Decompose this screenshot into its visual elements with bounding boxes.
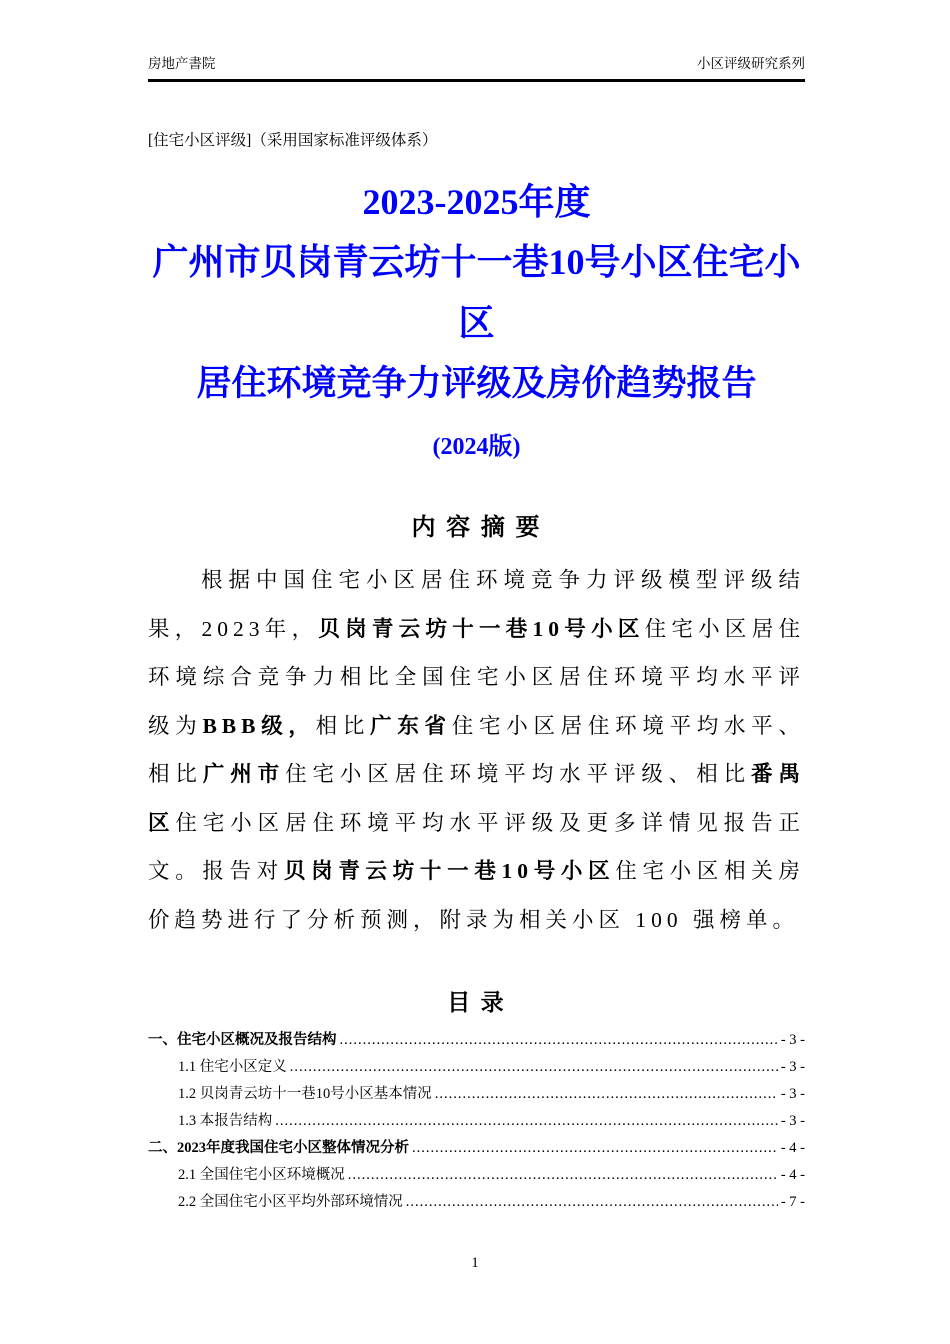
toc-page-number: - 3 - (780, 1086, 805, 1103)
toc-dot-leader (348, 1162, 778, 1189)
abstract-segment: 贝岗青云坊十一巷10号小区 (318, 616, 645, 641)
abstract-segment: 住宅小区居住环境平均水平评级、相比 (285, 762, 752, 787)
toc-item-label: 二、2023年度我国住宅小区整体情况分析 (148, 1140, 409, 1157)
toc-item-label: 2.1 全国住宅小区环境概况 (178, 1167, 345, 1184)
header-left-text: 房地产書院 (148, 56, 216, 71)
toc-item-label: 1.3 本报告结构 (178, 1113, 273, 1130)
toc-page-number: - 3 - (780, 1032, 805, 1049)
toc-heading: 目 录 (447, 989, 506, 1016)
abstract-segment: 住宅小区居住环境平均水平、相比 (148, 713, 805, 787)
toc-dot-leader (275, 1108, 778, 1135)
abstract-segment: 根据中国住宅小区居住环境竞争力评级模型评级结果，2023年， (148, 568, 805, 641)
toc-dot-leader (290, 1054, 778, 1081)
toc-item[interactable] (148, 1108, 805, 1135)
title-community-name: 广州市贝岗青云坊十一巷10号小区住宅小区 (152, 242, 801, 343)
toc-item[interactable] (148, 1027, 805, 1054)
toc-dot-leader (435, 1081, 778, 1108)
toc-item[interactable] (148, 1189, 805, 1216)
toc-item-label: 1.2 贝岗青云坊十一巷10号小区基本情况 (178, 1086, 432, 1103)
toc-page-number: - 3 - (780, 1113, 805, 1130)
toc-dot-leader (406, 1189, 778, 1216)
toc-item-label: 一、住宅小区概况及报告结构 (148, 1032, 337, 1049)
abstract-segment: 住宅小区居住环境平均水平评级及更多详情见报告正文。报告对 (148, 810, 805, 884)
rating-system-note: [住宅小区评级]（采用国家标准评级体系） (148, 132, 438, 149)
abstract-paragraph (148, 556, 805, 944)
abstract-segment: 住宅小区相关房价趋势进行了分析预测，附录为相关小区 100 强榜单。 (148, 859, 805, 932)
abstract-segment: 住宅小区居住环境综合竞争力相比全国住宅小区居住环境平均水平评级为 (148, 616, 805, 738)
cover-title-block (148, 172, 805, 461)
toc-page-number: - 3 - (780, 1059, 805, 1076)
abstract-segment: 广东省 (370, 713, 452, 738)
toc-page-number: - 7 - (780, 1194, 805, 1211)
toc-item-label: 2.2 全国住宅小区平均外部环境情况 (178, 1194, 403, 1211)
toc-item[interactable] (148, 1162, 805, 1189)
toc-item[interactable] (148, 1054, 805, 1081)
toc-page-number: - 4 - (780, 1167, 805, 1184)
title-report-name: 居住环境竞争力评级及房价趋势报告 (196, 364, 757, 404)
header-right-text: 小区评级研究系列 (697, 56, 805, 71)
abstract-segment: 番禺区 (148, 762, 805, 835)
abstract-segment: 广州市 (202, 762, 286, 787)
toc-page-number: - 4 - (780, 1140, 805, 1157)
toc-list (148, 1027, 805, 1216)
toc-item[interactable] (148, 1081, 805, 1108)
abstract-segment: BBB级， (202, 713, 316, 738)
toc-dot-leader (412, 1135, 778, 1162)
abstract-heading: 内 容 摘 要 (411, 514, 542, 542)
page-header (148, 52, 805, 82)
toc-item[interactable] (148, 1135, 805, 1162)
title-year-range: 2023-2025年度 (362, 182, 591, 222)
title-edition: (2024版) (432, 434, 521, 461)
toc-item-label: 1.1 住宅小区定义 (178, 1059, 287, 1076)
toc-dot-leader (340, 1027, 778, 1054)
abstract-segment: 相比 (315, 713, 371, 738)
page-number: 1 (471, 1255, 479, 1271)
abstract-segment: 贝岗青云坊十一巷10号小区 (283, 859, 616, 884)
